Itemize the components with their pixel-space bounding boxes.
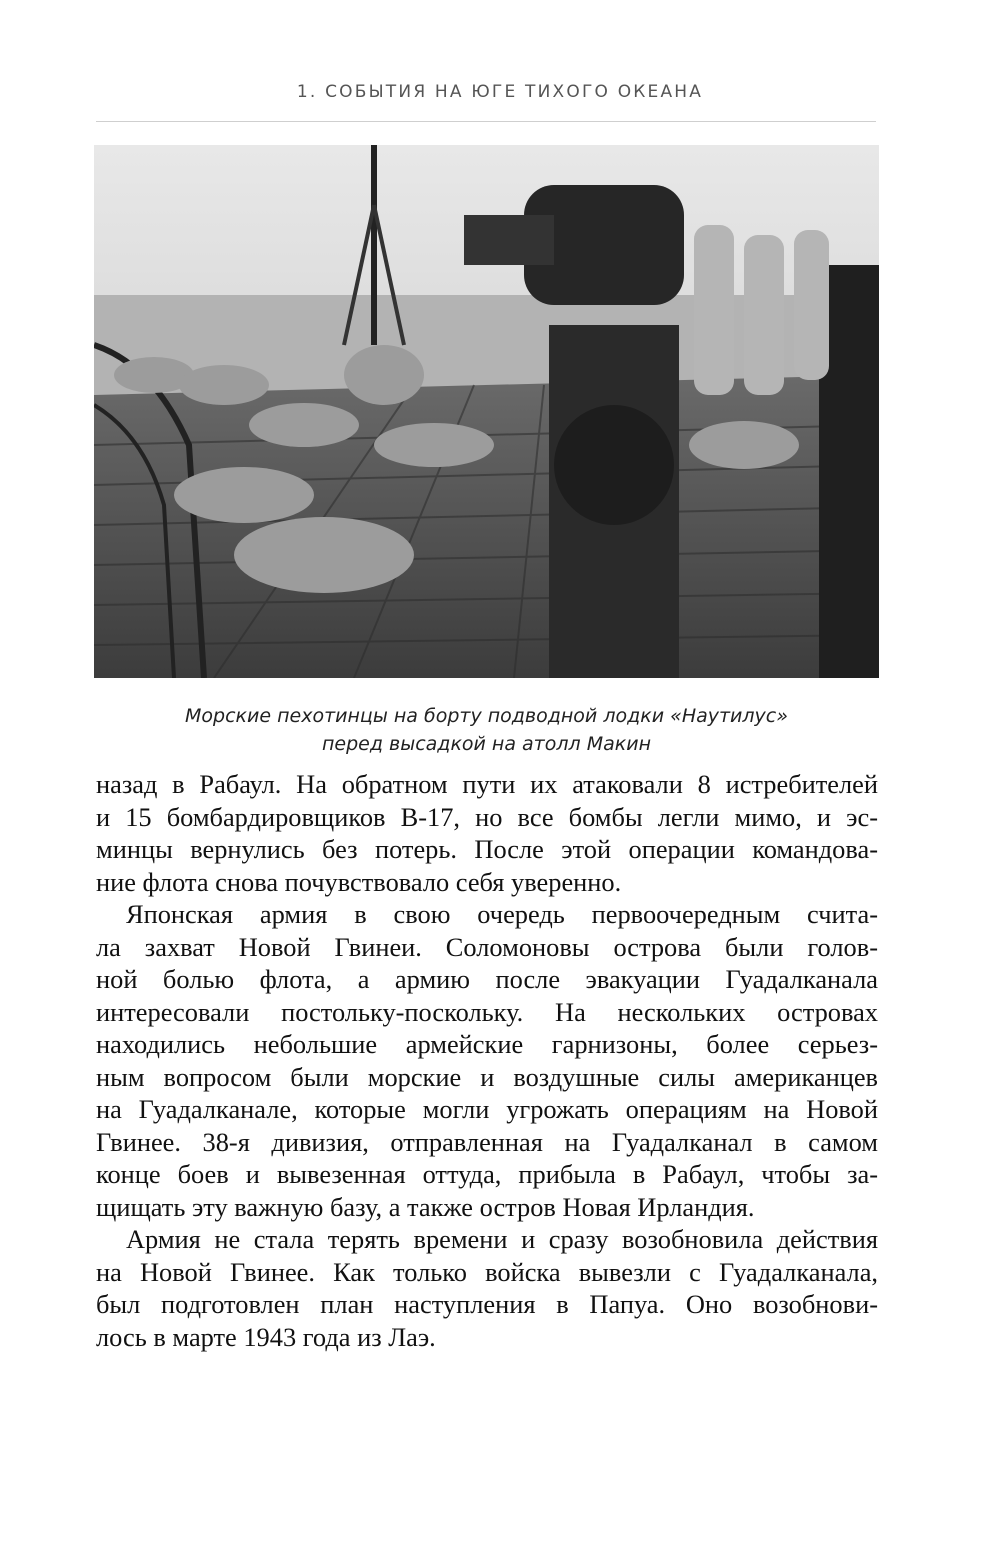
- paragraph: [96, 898, 878, 1223]
- text-line: конце боев и вывезенная оттуда, прибыла в Рабаул, чтобы за-: [96, 1159, 878, 1189]
- text-line: Японская армия в свою очередь первоочередным счита-: [126, 899, 878, 929]
- text-line: на Новой Гвинее. Как только войска вывезли с Гуадалканала,: [96, 1256, 878, 1287]
- text-line: ние флота снова почувствовало себя уверенно.: [96, 866, 622, 897]
- figure-caption: [94, 702, 879, 758]
- text-line: лось в марте 1943 года из Лаэ.: [96, 1321, 436, 1352]
- header-divider: [96, 121, 876, 122]
- text-line: Гвинее. 38-я дивизия, отправленная на Гуадалканал в самом: [96, 1126, 878, 1157]
- text-line: на Гуадалканале, которые могли угрожать операциям на Новой: [96, 1094, 878, 1124]
- running-header: 1. СОБЫТИЯ НА ЮГЕ ТИХОГО ОКЕАНА: [296, 82, 704, 102]
- text-line: и 15 бомбардировщиков В-17, но все бомбы легли мимо, и эс-: [96, 801, 878, 832]
- caption-line: Морские пехотинцы на борту подводной лодки «Наутилус»: [185, 705, 788, 727]
- text-line: интересовали постольку-поскольку. На нескольких островах: [96, 996, 878, 1027]
- text-line: был подготовлен план наступления в Папуа. Оно возобнови-: [96, 1289, 878, 1319]
- text-line: находились небольшие армейские гарнизоны, более серьез-: [96, 1029, 878, 1059]
- caption-line: перед высадкой на атолл Макин: [321, 733, 651, 755]
- paragraph: [96, 1223, 878, 1353]
- paragraph: [96, 768, 878, 898]
- text-line: минцы вернулись без потерь. После этой операции командова-: [96, 834, 878, 864]
- text-line: ла захват Новой Гвинеи. Соломоновы острова были голов-: [96, 931, 878, 962]
- text-line: Армия не стала терять времени и сразу возобновила действия: [126, 1224, 878, 1254]
- text-line: ной болью флота, а армию после эвакуации Гуадалканала: [96, 964, 878, 994]
- figure-photo: [94, 145, 879, 678]
- body-text: [96, 768, 878, 1353]
- text-line: назад в Рабаул. На обратном пути их атаковали 8 истребителей: [96, 769, 878, 799]
- text-line: ным вопросом были морские и воздушные силы американцев: [96, 1061, 878, 1092]
- text-line: щищать эту важную базу, а также остров Новая Ирландия.: [96, 1191, 755, 1222]
